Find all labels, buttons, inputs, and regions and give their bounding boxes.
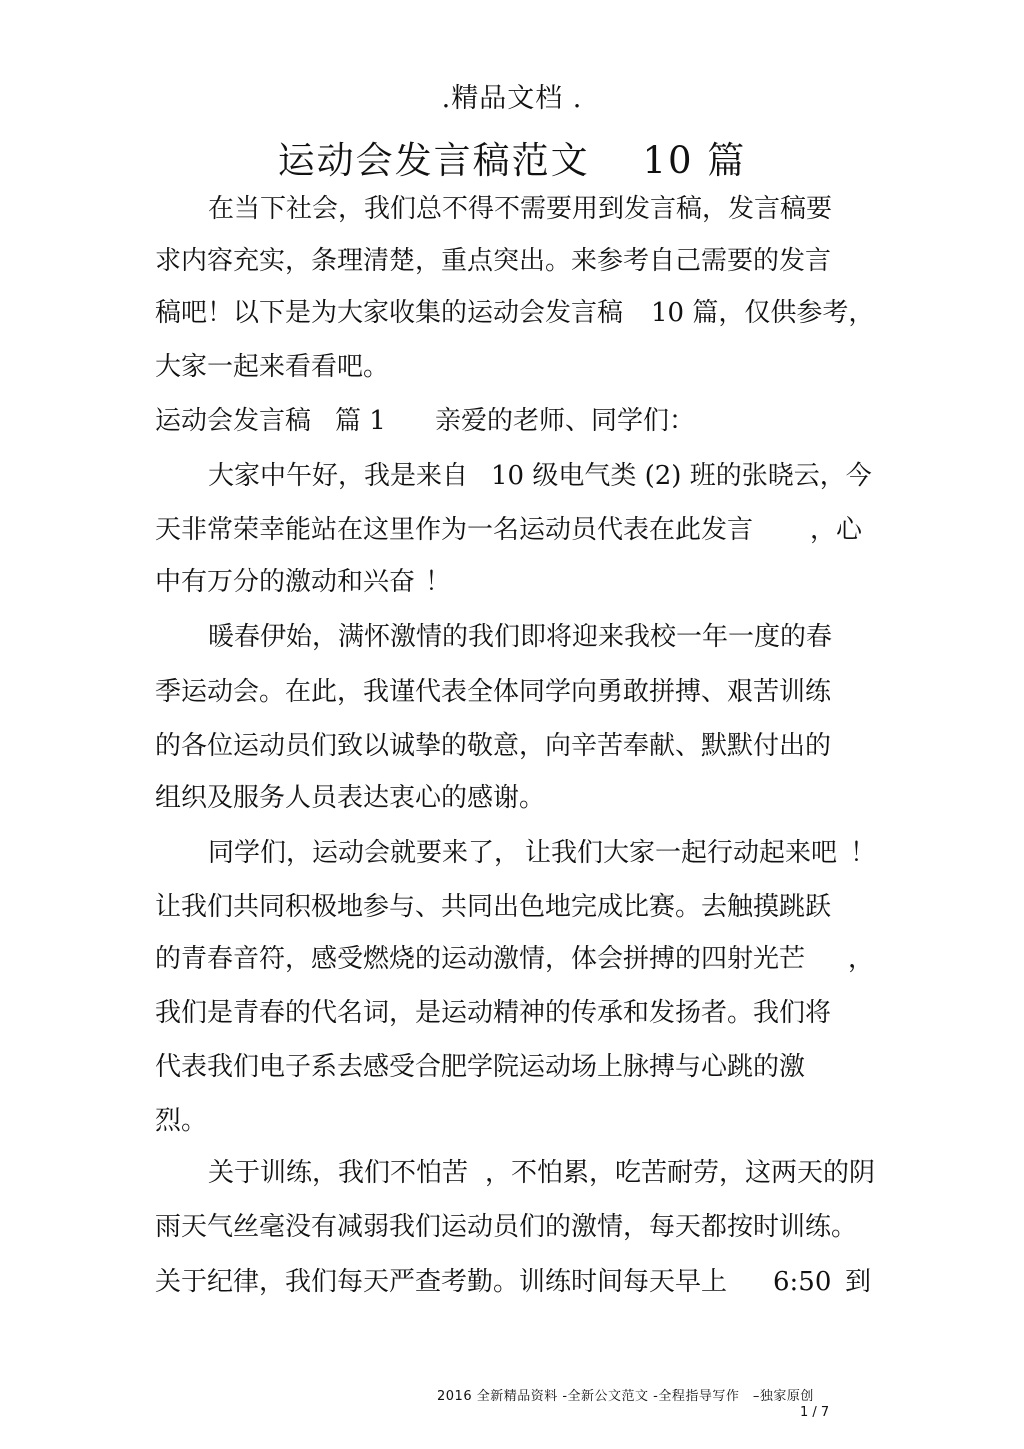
text-line [155,943,875,975]
text-segment: 篇 1 [335,406,386,436]
text-line: 求内容充实，条理清楚，重点突出。来参考自己需要的发言 [155,246,832,276]
text-line: 大家一起来看看吧。 [155,352,390,382]
text-segment: ！ [425,567,452,597]
text-segment: 到 [845,1267,872,1297]
text-segment: 关于训练，我们不怕苦 [208,1158,469,1188]
text-line: 让我们共同积极地参与、共同出色地完成比赛。去触摸跳跃 [155,892,832,922]
text-line [155,514,870,546]
text-segment: ！ [850,838,877,868]
text-segment: 关于纪律，我们每天严查考勤。训练时间每天早上 [155,1267,728,1297]
text-line [155,837,877,869]
text-line: 季运动会。在此，我谨代表全体同学向勇敢拼搏、艰苦训练 [155,677,832,707]
text-segment: 让我们大家一起行动起来吧 [525,838,838,868]
text-segment: 亲爱的老师、同学们： [435,406,696,436]
text-line [155,566,855,598]
text-segment: ， [848,944,875,974]
text-line: 我们是青春的代名词，是运动精神的传承和发扬者。我们将 [155,998,832,1028]
text-segment: 中有万分的激动和兴奋 [155,567,416,597]
footer-text: 2016 全新精品资料 -全新公文范文 -全程指导写作 –独家原创 [437,1389,814,1404]
text-line [155,297,875,329]
text-line: 代表我们电子系去感受合肥学院运动场上脉搏与心跳的激 [155,1052,806,1082]
text-segment: 同学们，运动会就要来了， [208,838,521,868]
text-line: 组织及服务人员表达衷心的感谢。 [155,783,546,813]
text-line: 在当下社会，我们总不得不需要用到发言稿，发言稿要 [208,194,833,224]
text-line [155,460,872,492]
text-line: 雨天气丝毫没有减弱我们运动员们的激情，每天都按时训练。 [155,1212,858,1242]
text-line [155,1266,875,1298]
text-segment: 的青春音符，感受燃烧的运动激情，体会拼搏的四射光芒 [155,944,806,974]
text-segment: 6:50 [773,1267,832,1297]
text-segment: 10 篇，仅供参考， [651,298,875,328]
text-segment: ，心 [810,515,863,545]
text-segment: 10 级电气类 (2) 班的张晓云，今 [491,461,872,491]
header-label: .精品文档 . [441,83,583,114]
section-heading [155,405,855,437]
text-line: 烈。 [155,1106,208,1136]
text-line: 暖春伊始，满怀激情的我们即将迎来我校一年一度的春 [208,622,833,652]
document-title: 运动会发言稿范文 10 篇 [277,139,747,182]
text-segment: 稿吧！以下是为大家收集的运动会发言稿 [155,298,624,328]
text-segment: 大家中午好，我是来自 [208,461,469,491]
text-segment: 天非常荣幸能站在这里作为一名运动员代表在此发言 [155,515,754,545]
text-line [155,1157,876,1189]
text-segment: 运动会发言稿 [155,406,312,436]
page-number: 1 / 7 [800,1405,830,1420]
text-line: 的各位运动员们致以诚挚的敬意，向辛苦奉献、默默付出的 [155,731,832,761]
text-segment: ，不怕累，吃苦耐劳，这两天的阴 [485,1158,876,1188]
